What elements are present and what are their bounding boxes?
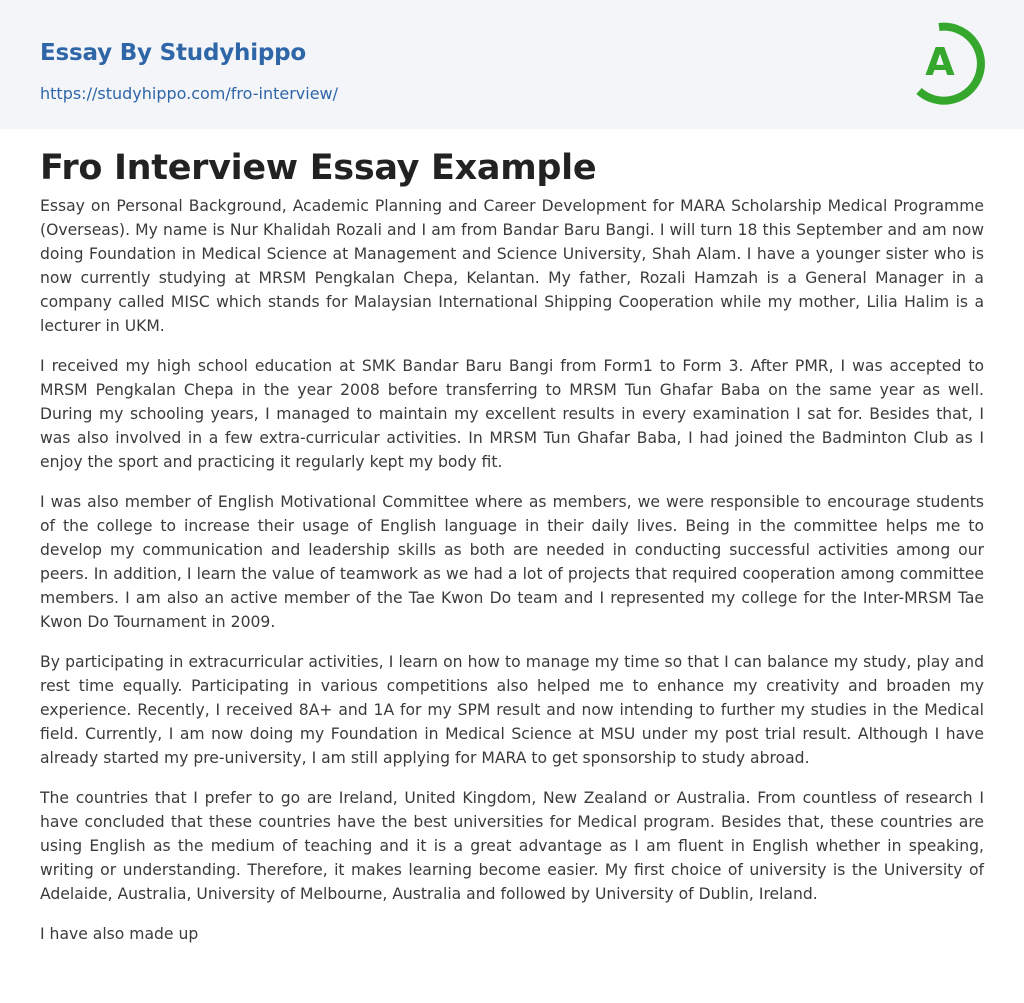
essay-paragraph: I was also member of English Motivational Committee where as members, we were responsible to encourage students of the college to increase their usage of English language in their daily lives. Being in the committee helps me to develop my communication and leadership skills as both are needed in conducting successful activities among our peers. In addition, I learn the value of teamwork as we had a lot of projects that required cooperation among committee members. I am also an active member of the Tae Kwon Do team and I represented my college for the Inter-MRSM Tae Kwon Do Tournament in 2009. xyxy=(40,493,984,631)
essay-paragraph: Essay on Personal Background, Academic Planning and Career Development for MARA Scholarship Medical Programme (Overseas). My name is Nur Khalidah Rozali and I am from Bandar Baru Bangi. I will turn 18 this September and am now doing Foundation in Medical Science at Management and Science University, Shah Alam. I have a younger sister who is now currently studying at MRSM Pengkalan Chepa, Kelantan. My father, Rozali Hamzah is a General Manager in a company called MISC which stands for Malaysian International Shipping Cooperation while my mother, Lilia Halim is a lecturer in UKM. xyxy=(40,197,984,335)
essay-paragraph: By participating in extracurricular activities, I learn on how to manage my time so that I can balance my study, play and rest time equally. Participating in various competitions also helped me to enhance my creativity and broaden my experience. Recently, I received 8A+ and 1A for my SPM result and now intending to further my studies in the Medical field. Currently, I am now doing my Foundation in Medical Science at MSU under my post trial result. Although I have already started my pre-university, I am still applying for MARA to get sponsorship to study abroad. xyxy=(40,653,984,767)
essay-paragraph: I received my high school education at SMK Bandar Baru Bangi from Form1 to Form 3. After PMR, I was accepted to MRSM Pengkalan Chepa in the year 2008 before transferring to MRSM Tun Ghafar Baba on the same year as well. During my schooling years, I managed to maintain my excellent results in every examination I sat for. Besides that, I was also involved in a few extra-curricular activities. In MRSM Tun Ghafar Baba, I had joined the Badminton Club as I enjoy the sport and practicing it regularly kept my body fit. xyxy=(40,357,984,471)
essay-body xyxy=(40,194,984,962)
essay-paragraph: The countries that I prefer to go are Ireland, United Kingdom, New Zealand or Australia. From countless of research I have concluded that these countries have the best universities for Medical program. Besides that, these countries are using English as the medium of teaching and it is a great advantage as I am fluent in English whether in speaking, writing or understanding. Therefore, it makes learning become easier. My first choice of university is the University of Adelaide, Australia, University of Melbourne, Australia and followed by University of Dublin, Ireland. xyxy=(40,789,984,903)
logo-letter: A xyxy=(925,40,955,84)
article-url-link[interactable]: https://studyhippo.com/fro-interview/ xyxy=(40,84,339,103)
site-brand[interactable]: Essay By Studyhippo xyxy=(40,40,307,66)
essay-paragraph: I have also made up xyxy=(40,925,199,943)
studyhippo-logo-icon[interactable] xyxy=(911,19,987,105)
page-title: Fro Interview Essay Example xyxy=(40,148,597,188)
